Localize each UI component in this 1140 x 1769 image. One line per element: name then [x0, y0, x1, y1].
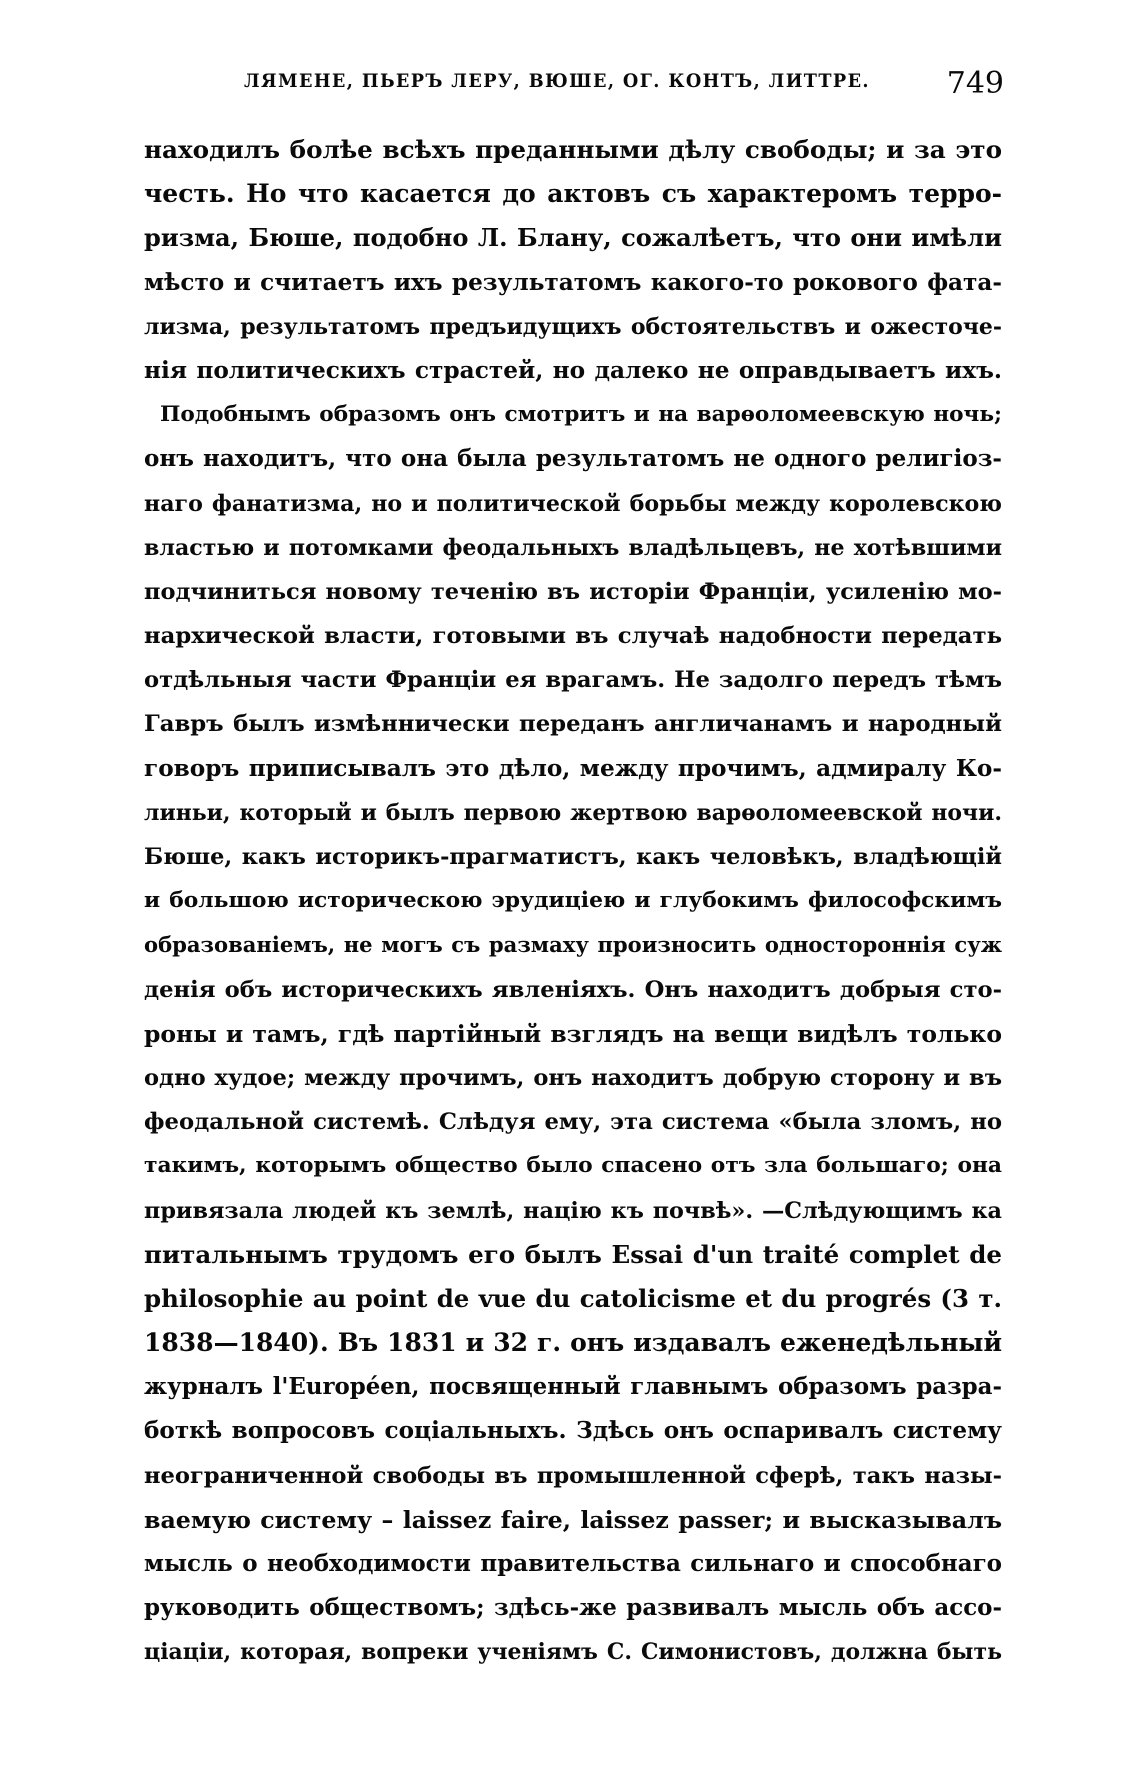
running-head	[244, 66, 1004, 106]
text-line: мысль о необходимости правительства сильнаго и способнаго	[144, 1550, 1002, 1577]
text-line: ваемую систему – laissez faire, laissez passer; и высказывалъ	[144, 1505, 1002, 1534]
text-line: лизма, результатомъ предъидущихъ обстоятельствъ и ожесточе-	[144, 313, 1002, 340]
text-line: наго фанатизма, но и политической борьбы между королевскою	[144, 490, 1002, 517]
text-line: неограниченной свободы въ промышленной сферѣ, такъ назы-	[144, 1462, 1002, 1489]
running-title: ЛЯМЕНЕ, ПЬЕРЪ ЛЕРУ, ВЮШЕ, ОГ. КОНТЪ, ЛИТТРЕ.	[244, 70, 870, 92]
text-line: отдѣльныя части Франціи ея врагамъ. Не задолго передъ тѣмъ	[144, 667, 1002, 694]
text-line: онъ находитъ, что она была результатомъ не одного религіоз-	[144, 445, 1002, 473]
text-line: роны и тамъ, гдѣ партійный взглядъ на вещи видѣлъ только	[144, 1019, 1002, 1048]
text-line: philosophie au point de vue du catolicisme et du progrés (3 т.	[144, 1283, 1002, 1313]
text-line: Бюше, какъ историкъ-прагматистъ, какъ человѣкъ, владѣющій	[144, 844, 1002, 870]
text-line: линьи, который и былъ первою жертвою варѳоломеевской ночи.	[144, 799, 1002, 826]
text-line: 1838—1840). Въ 1831 и 32 г. онъ издавалъ еженедѣльный	[144, 1328, 1002, 1358]
text-line: ризма, Бюше, подобно Л. Блану, сожалѣетъ, что они имѣли	[144, 223, 1002, 253]
text-line: подчиниться новому теченію въ исторіи Франціи, усиленію мо-	[144, 578, 1002, 605]
text-line: говоръ приписывалъ это дѣло, между прочимъ, адмиралу Ко-	[144, 754, 1002, 782]
body-text	[144, 128, 1002, 1675]
text-line: одно худое; между прочимъ, онъ находитъ добрую сторону и въ	[144, 1064, 1002, 1091]
text-line: денія объ историческихъ явленіяхъ. Онъ находитъ добрыя сто-	[144, 976, 1002, 1003]
text-line: ціаціи, которая, вопреки ученіямъ С. Симонистовъ, должна быть	[144, 1639, 1002, 1666]
text-line: Подобнымъ образомъ онъ смотритъ и на варѳоломеевскую ночь;	[160, 402, 1002, 428]
text-line: Гавръ былъ измѣннически переданъ англичанамъ и народный	[144, 711, 1002, 738]
text-line: питальнымъ трудомъ его былъ Essai d'un traité complet de	[144, 1239, 1002, 1269]
text-line: мѣсто и считаетъ ихъ результатомъ какого-то рокового фата-	[144, 268, 1002, 296]
text-line: находилъ болѣе всѣхъ преданными дѣлу свободы; и за это	[144, 135, 1002, 164]
text-line: нархической власти, готовыми въ случаѣ надобности передать	[144, 623, 1002, 650]
text-line: и большою историческою эрудиціею и глубокимъ философскимъ	[144, 888, 1002, 914]
text-line: властью и потомками феодальныхъ владѣльцевъ, не хотѣвшими	[144, 534, 1002, 561]
text-line: честь. Но что касается до актовъ съ характеромъ терро-	[144, 179, 1002, 209]
text-line: феодальной системѣ. Слѣдуя ему, эта система «была зломъ, но	[144, 1109, 1002, 1136]
text-line: боткѣ вопросовъ соціальныхъ. Здѣсь онъ оспаривалъ систему	[144, 1417, 1002, 1445]
text-line: привязала людей къ землѣ, націю къ почвѣ». —Слѣдующимъ ка	[144, 1197, 1002, 1224]
page-number: 749	[946, 66, 1004, 101]
text-line: журналъ l'Européen, посвященный главнымъ образомъ разра-	[144, 1374, 1002, 1401]
text-line: образованіемъ, не могъ съ размаху произносить одностороннія суж	[144, 932, 1002, 958]
text-line: нія политическихъ страстей, но далеко не оправдываетъ ихъ.	[144, 356, 1002, 384]
text-line: такимъ, которымъ общество было спасено отъ зла большаго; она	[144, 1153, 1002, 1179]
text-line: руководить обществомъ; здѣсь-же развивалъ мысль объ ассо-	[144, 1594, 1002, 1622]
